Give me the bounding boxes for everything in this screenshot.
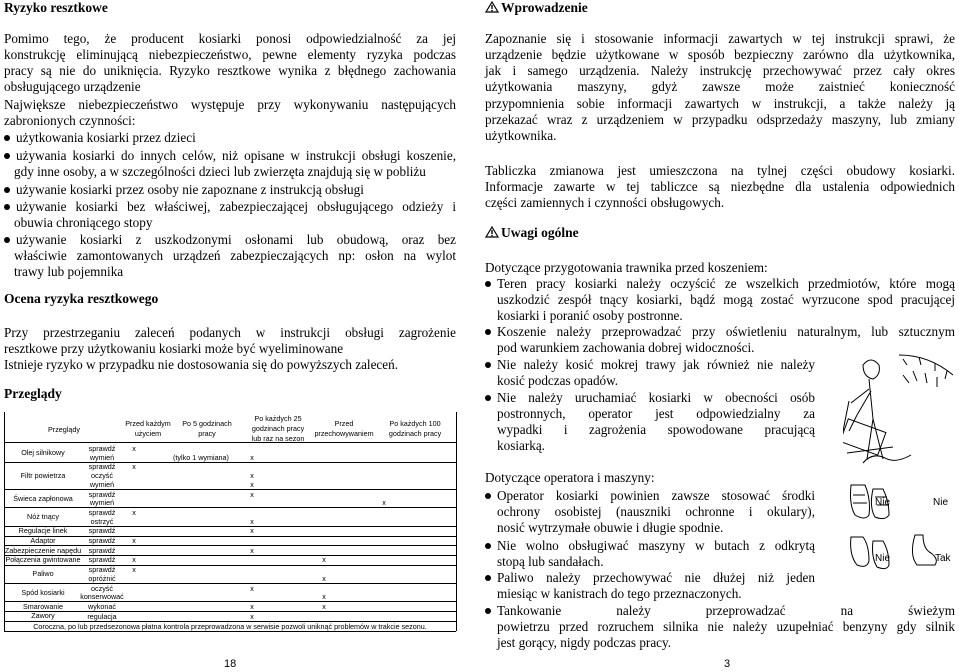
table-action-cell: wymień xyxy=(89,479,115,489)
subheading-przygotowania: Dotyczące przygotowania trawnika przed koszeniem: xyxy=(485,260,768,275)
section-title-uwagi xyxy=(485,225,579,241)
table-action-cell: wykonać xyxy=(88,601,116,611)
table-value-cell: x xyxy=(250,583,254,593)
warning-icon xyxy=(485,226,499,238)
table-value-cell: x xyxy=(132,462,136,472)
table-action-cell: wymień xyxy=(89,498,115,508)
table-action-cell: sprawdź xyxy=(88,526,116,536)
table-header-cell: Przed każdym xyxy=(125,419,171,428)
preparation-bullet-item: kosiarką. xyxy=(497,438,545,453)
operator-bullet-item: Paliwo należy przechowywać nie dłużej niż jeden xyxy=(485,570,815,586)
table-action-cell: sprawdź xyxy=(88,444,116,453)
table-value-cell: x xyxy=(322,573,326,583)
table-rule xyxy=(4,583,456,584)
intro-line: obsługującego urządzenie xyxy=(4,79,141,94)
warning-icon xyxy=(485,1,499,13)
table-header-cell: godzinach pracy xyxy=(388,429,442,438)
intro-line: przekazać wraz z urządzeniem w przypadku odsprzedaży maszyny, lub zmiany xyxy=(485,112,955,127)
table-item-cell: Filtr powietrza xyxy=(20,470,66,480)
table-header-cell: Przed xyxy=(334,419,354,428)
intro-line: jak i samego urządzenia. Należy instrukcję przechowywać przez cały okres xyxy=(485,63,955,78)
ocena-line: resztkowe przy użytkowaniu kosiarki może być wyeliminowane xyxy=(4,341,344,356)
page-number-right: 3 xyxy=(724,658,731,670)
table-value-cell: x xyxy=(132,507,136,517)
intro-line: Największe niebezpieczeństwo występuje przy wykonywaniu następujących xyxy=(4,97,456,112)
preparation-bullet-item: Koszenie należy przeprowadzać przy oświetleniu naturalnym, lub sztucznym xyxy=(485,324,955,340)
table-value-cell: x xyxy=(250,526,254,536)
section-title-ryzyko: Ryzyko resztkowe xyxy=(4,0,108,15)
table-value-cell: x xyxy=(322,592,326,602)
subheading-operatora: Dotyczące operatora i maszyny: xyxy=(485,470,655,485)
operator-bullet-item: miesiąc w kanistrach do tego przeznaczonych. xyxy=(497,586,742,601)
operator-bullet-item: nosić wytrzymałe obuwie i długie spodnie. xyxy=(497,520,724,535)
risk-bullet-item: właściwie zamontowanych urządzeń zabezpieczających np: osłon na wylot xyxy=(14,248,456,263)
table-action-cell: oczyść xyxy=(91,471,113,481)
table-action-cell: sprawdź xyxy=(88,545,116,555)
ocena-line: Przy przestrzeganiu zaleceń podanych w instrukcji obsługi zagrożenie xyxy=(4,325,456,340)
table-header-cell: przechowywaniem xyxy=(314,429,374,438)
risk-bullet-item: używanie kosiarki przez osoby nie zapoznane z instrukcją obsługi xyxy=(4,182,364,198)
table-item-cell: Olej silnikowy xyxy=(21,448,65,458)
ocena-line: Istnieje ryzyko w przypadku nie dostosowania się do powyższych zaleceń. xyxy=(4,357,399,372)
table-value-cell: x xyxy=(250,611,254,621)
section-title-wprowadzenie-text: Wprowadzenie xyxy=(501,0,588,15)
table-action-cell: sprawdź xyxy=(88,462,116,472)
table-value-cell: (tylko 1 wymiana) xyxy=(173,452,229,462)
intro-line: pracy są nie do uniknięcia. Ryzyko resztkowe wynika z błędnego zachowania xyxy=(4,63,456,78)
risk-bullet-item: użytkowania kosiarki przez dzieci xyxy=(4,130,196,146)
preparation-bullet-item: pod warunkiem zachowania dobrej widoczności. xyxy=(497,340,755,355)
table-action-cell: sprawdź xyxy=(88,565,116,575)
intro-line: użytkowania maszyny, gdyż zawsze może zaistnieć konieczność xyxy=(485,79,955,94)
operator-bullet-item: ochrony osobistej (nauszniki ochronne i okulary), xyxy=(497,504,815,519)
illus-label-1: Nie xyxy=(875,497,891,508)
intro-line: urządzenie będzie użytkowane w sposób bezpieczny zarówno dla użytkownika, xyxy=(485,47,955,62)
table-value-cell: x xyxy=(322,601,326,611)
preparation-bullet-item: Nie należy kosić mokrej trawy jak również nie należy xyxy=(485,357,815,373)
table-item-cell: Zawory xyxy=(31,611,55,621)
table-item-cell: Świeca zapłonowa xyxy=(13,493,73,503)
table-item-cell: Spód kosiarki xyxy=(21,587,65,597)
illus-label-4: Tak xyxy=(935,553,951,564)
risk-bullet-item: używanie kosiarki bez właściwej, zabezpieczającej obsługującego odzieży i xyxy=(4,199,456,215)
table-rule xyxy=(4,412,5,631)
risk-bullet-item: używania kosiarki do innych celów, niż opisane w instrukcji obsługi koszenie, xyxy=(4,148,456,164)
table-value-cell: x xyxy=(322,555,326,565)
table-rule xyxy=(4,442,456,443)
table-header-cell: godzinach pracy xyxy=(251,424,305,433)
table-footnote: Coroczna, po lub przedsezonowa płatna kontrola przeprowadzona w serwisie pozwoli uniknąć problemów w trakcie sezonu. xyxy=(33,622,427,632)
section-title-wprowadzenie xyxy=(485,0,588,16)
table-rule xyxy=(4,462,456,463)
table-action-cell: sprawdź xyxy=(88,489,116,499)
table-header-cell: Po każdych 25 xyxy=(254,414,302,423)
intro-line: Zapoznanie się i stosowanie informacji zawartych w tej instrukcji sprawi, że xyxy=(485,31,955,46)
preparation-bullet-item: kosić podczas opadów. xyxy=(497,373,619,388)
table-value-cell: x xyxy=(250,489,254,499)
intro-line: zabronionych czynności: xyxy=(4,113,136,128)
tabliczka-line: Informacje zawarte w tej tabliczce są niezbędne dla ustalenia odpowiednich xyxy=(485,179,955,194)
table-action-cell: opróżnić xyxy=(88,573,116,583)
page-number-left: 18 xyxy=(224,658,237,670)
table-action-cell: oczyść xyxy=(91,583,113,593)
table-item-cell: Zabezpieczenie napędu xyxy=(4,545,82,555)
table-rule xyxy=(4,507,456,508)
table-corner-label: Przeglądy xyxy=(48,425,80,434)
table-rule xyxy=(4,565,456,566)
table-value-cell: x xyxy=(250,479,254,489)
section-title-przeglady: Przeglądy xyxy=(4,386,62,401)
intro-line: przypomnienia sobie informacji zawartych w instrukcji, a także należy ją xyxy=(485,96,955,111)
table-item-cell: Paliwo xyxy=(32,569,54,579)
operator-bullet-item: stopą lub sandałach. xyxy=(497,554,604,569)
table-value-cell: x xyxy=(250,452,254,462)
intro-line: konstrukcję eliminującą niebezpieczeństwo, pewne elementy ryzyka podczas xyxy=(4,47,456,62)
table-rule xyxy=(4,621,456,622)
table-action-cell: wymień xyxy=(89,452,115,462)
mower-operator-icon xyxy=(843,355,953,463)
table-item-cell: Nóż tnący xyxy=(27,512,59,522)
preparation-bullet-item: Nie należy uruchamiać kosiarki w obecności osób xyxy=(485,390,815,406)
operator-bullet-item: powietrzu przed rozruchem silnika nie należy uzupełniać benzyny gdy silnik xyxy=(497,619,955,634)
operator-bullet-item: Nie wolno obsługiwać maszyny w butach z odkrytą xyxy=(485,538,815,554)
table-action-cell: sprawdź xyxy=(88,507,116,517)
table-action-cell: regulacja xyxy=(87,611,117,621)
risk-bullet-item: obuwia chroniącego stopy xyxy=(14,215,153,230)
table-value-cell: x xyxy=(250,545,254,555)
table-rule xyxy=(456,412,457,631)
table-value-cell: x xyxy=(382,498,386,508)
table-header-cell: użyciem xyxy=(134,429,162,438)
table-item-cell: Regulacje linek xyxy=(18,526,68,536)
preparation-bullet-item: wypadki i zagrożenia spowodowane pracującą xyxy=(497,422,815,437)
table-action-cell: sprawdź xyxy=(88,555,116,565)
table-item-cell: Połączenia gwintowane xyxy=(5,555,81,565)
table-value-cell: x xyxy=(250,601,254,611)
operator-bullet-item: Operator kosiarki powinien zawsze stosować środki xyxy=(485,488,815,504)
footwear-illustration xyxy=(843,345,955,585)
preparation-bullet-item: kosiarki i poranić osoby postronne. xyxy=(497,308,683,323)
table-rule xyxy=(4,489,456,490)
illus-label-3: Nie xyxy=(875,553,891,564)
table-action-cell: konserwować xyxy=(80,592,124,602)
risk-bullet-item: gdy inne osoby, a w szczególności dzieci lub zwierzęta znajdują się w pobliżu xyxy=(14,164,426,179)
table-header-cell: Po 5 godzinach xyxy=(182,419,232,428)
tabliczka-line: części zamiennych i czynności obsługowych. xyxy=(485,195,725,210)
table-header-cell: lub raz na sezon xyxy=(251,434,305,443)
table-value-cell: x xyxy=(132,555,136,565)
table-value-cell: x xyxy=(132,565,136,575)
table-value-cell: x xyxy=(250,471,254,481)
shoes-icon xyxy=(851,485,937,569)
table-value-cell: x xyxy=(132,444,136,453)
section-title-ocena: Ocena ryzyka resztkowego xyxy=(4,291,159,306)
risk-bullet-item: używanie kosiarki z uszkodzonymi osłonami lub obudową, oraz bez xyxy=(4,232,456,248)
preparation-bullet-item: postronnych, operator jest odpowiedzialny za xyxy=(497,406,815,421)
operator-bullet-item: jest gorący, nigdy podczas pracy. xyxy=(497,635,672,650)
table-item-cell: Adaptor xyxy=(30,535,56,545)
risk-bullet-item: trawy lub pojemnika xyxy=(14,264,124,279)
preparation-bullet-item: uszkodzić zespół tnący kosiarki, bądź mogą zostać wyrzucone spod pracującej xyxy=(497,292,955,307)
preparation-bullet-item: Teren pracy kosiarki należy oczyścić ze wszelkich przedmiotów, które mogą xyxy=(485,276,955,292)
tabliczka-line: Tabliczka zmianowa jest umieszczona na tylnej części obudowy kosiarki. xyxy=(485,163,955,178)
table-action-cell: ostrzyć xyxy=(90,516,114,526)
table-header-cell: Po każdych 100 xyxy=(389,419,441,428)
table-action-cell: sprawdź xyxy=(88,536,116,545)
illus-label-2: Nie xyxy=(933,497,949,508)
table-rule xyxy=(4,631,456,632)
intro-line: Pomimo tego, że producent kosiarki ponosi odpowiedzialność za jej xyxy=(4,31,456,46)
intro-line: użytkownika. xyxy=(485,128,557,143)
operator-bullet-item: Tankowanie należy przeprowadzać na świeżym xyxy=(485,603,955,619)
table-item-cell: Smarowanie xyxy=(23,601,63,611)
table-header-cell: pracy xyxy=(198,429,216,438)
table-value-cell: x xyxy=(132,536,136,545)
table-value-cell: x xyxy=(250,516,254,526)
section-title-uwagi-text: Uwagi ogólne xyxy=(501,225,579,240)
